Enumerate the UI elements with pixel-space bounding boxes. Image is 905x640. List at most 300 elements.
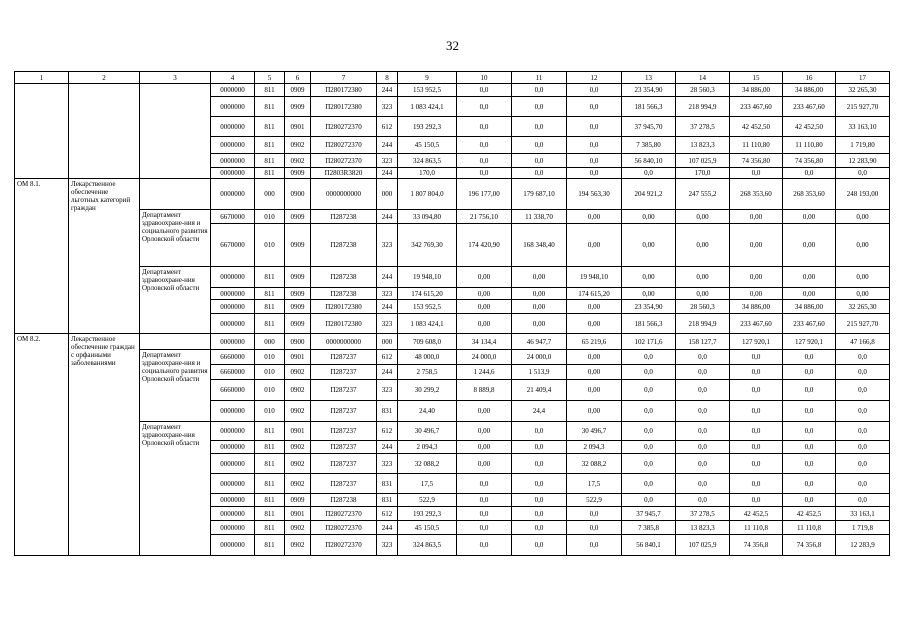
amount-cell: 0,0 xyxy=(512,441,567,454)
column-number: 7 xyxy=(311,72,377,84)
budget-code-cell: 0909 xyxy=(285,210,311,224)
amount-cell: 8 889,8 xyxy=(457,380,512,401)
budget-code-cell: 244 xyxy=(377,365,398,380)
budget-code-cell: 0909 xyxy=(285,168,311,179)
amount-cell: 46 947,7 xyxy=(512,334,567,350)
budget-code-cell: 831 xyxy=(377,401,398,422)
amount-cell: 153 952,5 xyxy=(398,300,457,314)
amount-cell: 0,0 xyxy=(676,380,730,401)
budget-code-cell: 244 xyxy=(377,210,398,224)
budget-code-cell: П2803R3820 xyxy=(311,168,377,179)
column-number: 3 xyxy=(140,72,211,84)
amount-cell: 174 615,20 xyxy=(398,288,457,300)
amount-cell: 1 244,6 xyxy=(457,365,512,380)
amount-cell: 0,00 xyxy=(783,288,836,300)
budget-code-cell: 323 xyxy=(377,288,398,300)
budget-code-cell: 612 xyxy=(377,350,398,365)
column-number: 16 xyxy=(783,72,836,84)
amount-cell: 1 719,80 xyxy=(836,137,890,154)
amount-cell: 107 025,9 xyxy=(676,154,730,168)
budget-code-cell: 0902 xyxy=(285,454,311,474)
budget-code-cell: 811 xyxy=(255,494,285,507)
amount-cell: 170,0 xyxy=(398,168,457,179)
amount-cell: 0,00 xyxy=(567,401,622,422)
table-row xyxy=(15,422,890,441)
budget-code-cell: П287237 xyxy=(311,365,377,380)
budget-code-cell: 811 xyxy=(255,422,285,441)
budget-code-cell: 811 xyxy=(255,84,285,97)
budget-code-cell: П280172380 xyxy=(311,300,377,314)
event-code-cell: ОМ 8.2. xyxy=(15,334,69,556)
amount-cell: 34 886,00 xyxy=(730,84,783,97)
budget-code-cell: П287238 xyxy=(311,267,377,288)
amount-cell: 233 467,60 xyxy=(730,314,783,334)
amount-cell: 30 496,7 xyxy=(567,422,622,441)
amount-cell: 0,00 xyxy=(567,380,622,401)
budget-code-cell: 0909 xyxy=(285,267,311,288)
amount-cell: 233 467,60 xyxy=(730,97,783,117)
column-number: 17 xyxy=(836,72,890,84)
amount-cell: 0,0 xyxy=(512,535,567,556)
amount-cell: 0,00 xyxy=(567,300,622,314)
budget-code-cell: 0000000 xyxy=(211,454,255,474)
amount-cell: 0,0 xyxy=(783,494,836,507)
budget-code-cell: П280272370 xyxy=(311,117,377,137)
amount-cell: 2 094,3 xyxy=(398,441,457,454)
amount-cell: 32 265,30 xyxy=(836,300,890,314)
amount-cell: 233 467,60 xyxy=(783,97,836,117)
amount-cell: 170,0 xyxy=(676,168,730,179)
budget-code-cell: 0901 xyxy=(285,422,311,441)
amount-cell: 194 563,30 xyxy=(567,179,622,210)
column-number: 13 xyxy=(622,72,676,84)
amount-cell: 0,0 xyxy=(730,422,783,441)
amount-cell: 0,0 xyxy=(567,84,622,97)
amount-cell: 2 094,3 xyxy=(567,441,622,454)
amount-cell: 0,0 xyxy=(512,168,567,179)
amount-cell: 0,0 xyxy=(622,365,676,380)
amount-cell: 0,0 xyxy=(457,474,512,494)
budget-code-cell: 0000000000 xyxy=(311,179,377,210)
amount-cell: 0,0 xyxy=(783,380,836,401)
amount-cell: 42 452,5 xyxy=(730,507,783,521)
amount-cell: 23 354,90 xyxy=(622,84,676,97)
budget-table xyxy=(14,71,890,556)
amount-cell: 47 166,8 xyxy=(836,334,890,350)
amount-cell: 0,00 xyxy=(457,401,512,422)
budget-code-cell: П280272370 xyxy=(311,507,377,521)
amount-cell: 42 452,5 xyxy=(783,507,836,521)
budget-code-cell: 000 xyxy=(255,334,285,350)
budget-code-cell: П287238 xyxy=(311,224,377,267)
amount-cell: 24,4 xyxy=(512,401,567,422)
amount-cell: 30 496,7 xyxy=(398,422,457,441)
amount-cell: 33 163,1 xyxy=(836,507,890,521)
budget-code-cell: 000 xyxy=(255,179,285,210)
amount-cell: 0,00 xyxy=(676,288,730,300)
amount-cell: 0,0 xyxy=(567,97,622,117)
amount-cell: 0,0 xyxy=(836,168,890,179)
amount-cell: 193 292,3 xyxy=(398,117,457,137)
amount-cell: 0,0 xyxy=(676,474,730,494)
amount-cell: 233 467,60 xyxy=(783,314,836,334)
budget-code-cell: 323 xyxy=(377,154,398,168)
amount-cell: 0,0 xyxy=(836,350,890,365)
amount-cell: 127 920,1 xyxy=(783,334,836,350)
amount-cell: 0,00 xyxy=(836,224,890,267)
amount-cell: 17,5 xyxy=(398,474,457,494)
amount-cell: 193 292,3 xyxy=(398,507,457,521)
budget-code-cell: 244 xyxy=(377,521,398,535)
amount-cell: 0,00 xyxy=(622,288,676,300)
budget-code-cell: 0000000 xyxy=(211,179,255,210)
amount-cell: 37 945,70 xyxy=(622,117,676,137)
column-number: 8 xyxy=(377,72,398,84)
budget-code-cell: 811 xyxy=(255,521,285,535)
budget-code-cell: 0909 xyxy=(285,224,311,267)
amount-cell: 74 356,80 xyxy=(783,154,836,168)
budget-code-cell: 010 xyxy=(255,224,285,267)
amount-cell: 0,0 xyxy=(457,97,512,117)
column-number: 9 xyxy=(398,72,457,84)
budget-code-cell: 811 xyxy=(255,137,285,154)
budget-code-cell: 323 xyxy=(377,97,398,117)
amount-cell: 215 927,70 xyxy=(836,314,890,334)
budget-code-cell: 0000000 xyxy=(211,401,255,422)
budget-code-cell: 010 xyxy=(255,210,285,224)
budget-code-cell: 0000000 xyxy=(211,154,255,168)
column-number: 1 xyxy=(15,72,69,84)
amount-cell: 0,0 xyxy=(836,474,890,494)
table-row xyxy=(15,210,890,224)
amount-cell: 0,0 xyxy=(730,168,783,179)
amount-cell: 0,0 xyxy=(730,380,783,401)
budget-code-cell: 612 xyxy=(377,422,398,441)
amount-cell: 74 356,8 xyxy=(730,535,783,556)
budget-code-cell: 0901 xyxy=(285,350,311,365)
amount-cell: 0,00 xyxy=(783,224,836,267)
budget-code-cell: П280172380 xyxy=(311,314,377,334)
amount-cell: 0,00 xyxy=(676,210,730,224)
amount-cell: 0,00 xyxy=(567,365,622,380)
amount-cell: 34 886,00 xyxy=(783,300,836,314)
amount-cell: 0,0 xyxy=(622,422,676,441)
amount-cell: 196 177,00 xyxy=(457,179,512,210)
column-number: 4 xyxy=(211,72,255,84)
budget-code-cell: 0000000 xyxy=(211,300,255,314)
amount-cell: 218 994,9 xyxy=(676,314,730,334)
amount-cell: 28 560,3 xyxy=(676,300,730,314)
amount-cell: 0,00 xyxy=(457,454,512,474)
amount-cell: 24 000,0 xyxy=(512,350,567,365)
amount-cell: 0,0 xyxy=(567,168,622,179)
amount-cell: 174 615,20 xyxy=(567,288,622,300)
amount-cell: 0,0 xyxy=(622,454,676,474)
amount-cell: 168 348,40 xyxy=(512,224,567,267)
amount-cell: 0,0 xyxy=(622,401,676,422)
amount-cell: 11 110,80 xyxy=(783,137,836,154)
amount-cell: 107 025,9 xyxy=(676,535,730,556)
budget-code-cell: 0000000 xyxy=(211,117,255,137)
amount-cell: 0,0 xyxy=(836,365,890,380)
budget-code-cell: 0000000 xyxy=(211,267,255,288)
amount-cell: 56 840,1 xyxy=(622,535,676,556)
amount-cell: 0,00 xyxy=(512,314,567,334)
amount-cell: 0,00 xyxy=(512,300,567,314)
budget-code-cell: 010 xyxy=(255,350,285,365)
amount-cell: 0,0 xyxy=(567,154,622,168)
amount-cell: 0,0 xyxy=(457,521,512,535)
amount-cell: 37 945,7 xyxy=(622,507,676,521)
amount-cell: 0,00 xyxy=(783,210,836,224)
amount-cell: 0,0 xyxy=(783,365,836,380)
budget-code-cell: П287237 xyxy=(311,454,377,474)
amount-cell: 0,00 xyxy=(730,288,783,300)
budget-code-cell: П280272370 xyxy=(311,535,377,556)
amount-cell: 0,0 xyxy=(676,422,730,441)
executor-cell: Департамент здравоохране-ния и социального развития Орловской области xyxy=(140,210,211,267)
budget-code-cell: 6670000 xyxy=(211,210,255,224)
amount-cell: 153 952,5 xyxy=(398,84,457,97)
budget-code-cell: 0909 xyxy=(285,300,311,314)
budget-code-cell: 244 xyxy=(377,441,398,454)
budget-code-cell: 811 xyxy=(255,507,285,521)
amount-cell: 0,0 xyxy=(836,494,890,507)
amount-cell: 102 171,6 xyxy=(622,334,676,350)
amount-cell: 0,0 xyxy=(512,474,567,494)
budget-code-cell: 0000000 xyxy=(211,288,255,300)
amount-cell: 0,00 xyxy=(567,350,622,365)
amount-cell: 0,0 xyxy=(457,494,512,507)
budget-code-cell: 831 xyxy=(377,474,398,494)
budget-code-cell: 0000000 xyxy=(211,314,255,334)
budget-code-cell: 6660000 xyxy=(211,365,255,380)
budget-table-wrapper xyxy=(14,71,890,556)
column-number: 10 xyxy=(457,72,512,84)
amount-cell: 0,0 xyxy=(457,137,512,154)
budget-code-cell: 0902 xyxy=(285,521,311,535)
amount-cell: 0,0 xyxy=(783,454,836,474)
amount-cell: 37 278,5 xyxy=(676,507,730,521)
amount-cell: 23 354,90 xyxy=(622,300,676,314)
amount-cell: 0,0 xyxy=(730,474,783,494)
budget-code-cell: 811 xyxy=(255,288,285,300)
executor-cell-blank xyxy=(140,179,211,210)
budget-code-cell: 244 xyxy=(377,300,398,314)
amount-cell: 13 823,3 xyxy=(676,521,730,535)
budget-code-cell: П287237 xyxy=(311,401,377,422)
column-number: 2 xyxy=(69,72,140,84)
amount-cell: 0,0 xyxy=(783,474,836,494)
executor-cell: Департамент здравоохране-ния Орловской области xyxy=(140,267,211,334)
amount-cell: 158 127,7 xyxy=(676,334,730,350)
budget-code-cell: 811 xyxy=(255,97,285,117)
amount-cell: 0,0 xyxy=(676,365,730,380)
amount-cell: 0,00 xyxy=(730,210,783,224)
budget-code-cell: 0900 xyxy=(285,334,311,350)
amount-cell: 522,9 xyxy=(398,494,457,507)
amount-cell: 179 687,10 xyxy=(512,179,567,210)
amount-cell: 56 840,10 xyxy=(622,154,676,168)
table-row xyxy=(15,350,890,365)
amount-cell: 0,00 xyxy=(836,210,890,224)
budget-code-cell: П287237 xyxy=(311,350,377,365)
amount-cell: 21 409,4 xyxy=(512,380,567,401)
amount-cell: 13 823,3 xyxy=(676,137,730,154)
amount-cell: 0,00 xyxy=(457,267,512,288)
amount-cell: 0,00 xyxy=(567,224,622,267)
budget-code-cell: 0900 xyxy=(285,179,311,210)
amount-cell: 324 863,5 xyxy=(398,154,457,168)
budget-code-cell: 0902 xyxy=(285,380,311,401)
amount-cell: 0,0 xyxy=(512,422,567,441)
event-name-cell: Лекарственное обеспечение граждан с орфанными заболеваниями xyxy=(69,334,140,556)
amount-cell: 0,0 xyxy=(512,97,567,117)
amount-cell: 0,00 xyxy=(567,210,622,224)
column-number: 6 xyxy=(285,72,311,84)
budget-code-cell: 0000000 xyxy=(211,521,255,535)
amount-cell: 247 555,2 xyxy=(676,179,730,210)
budget-code-cell: 811 xyxy=(255,154,285,168)
amount-cell: 0,0 xyxy=(512,117,567,137)
amount-cell: 0,0 xyxy=(567,117,622,137)
amount-cell: 17,5 xyxy=(567,474,622,494)
amount-cell: 0,0 xyxy=(622,350,676,365)
column-number: 12 xyxy=(567,72,622,84)
amount-cell: 0,00 xyxy=(730,267,783,288)
amount-cell: 0,0 xyxy=(567,137,622,154)
amount-cell: 0,0 xyxy=(783,401,836,422)
amount-cell: 0,0 xyxy=(457,535,512,556)
amount-cell: 0,0 xyxy=(836,422,890,441)
budget-code-cell: 0909 xyxy=(285,97,311,117)
table-row xyxy=(15,179,890,210)
budget-code-cell: П287238 xyxy=(311,494,377,507)
amount-cell: 0,0 xyxy=(783,168,836,179)
amount-cell: 21 756,10 xyxy=(457,210,512,224)
amount-cell: 324 863,5 xyxy=(398,535,457,556)
amount-cell: 0,00 xyxy=(676,224,730,267)
amount-cell: 24,40 xyxy=(398,401,457,422)
amount-cell: 0,00 xyxy=(512,288,567,300)
amount-cell: 0,0 xyxy=(567,507,622,521)
amount-cell: 0,00 xyxy=(457,300,512,314)
amount-cell: 181 566,3 xyxy=(622,314,676,334)
budget-code-cell: 0000000000 xyxy=(311,334,377,350)
amount-cell: 0,0 xyxy=(622,441,676,454)
amount-cell: 218 994,9 xyxy=(676,97,730,117)
page-number: 32 xyxy=(446,38,459,53)
table-body xyxy=(15,72,890,556)
amount-cell: 0,0 xyxy=(622,494,676,507)
amount-cell: 0,0 xyxy=(730,401,783,422)
event-code-cell: ОМ 8.1. xyxy=(15,179,69,334)
amount-cell: 268 353,60 xyxy=(730,179,783,210)
column-number: 11 xyxy=(512,72,567,84)
amount-cell: 1 807 804,0 xyxy=(398,179,457,210)
amount-cell: 0,0 xyxy=(676,494,730,507)
amount-cell: 0,0 xyxy=(783,441,836,454)
amount-cell: 7 385,80 xyxy=(622,137,676,154)
amount-cell: 19 948,10 xyxy=(567,267,622,288)
amount-cell: 0,0 xyxy=(622,168,676,179)
amount-cell: 0,00 xyxy=(730,224,783,267)
budget-code-cell: П287237 xyxy=(311,474,377,494)
amount-cell: 0,0 xyxy=(676,441,730,454)
amount-cell: 0,0 xyxy=(730,494,783,507)
amount-cell: 65 219,6 xyxy=(567,334,622,350)
amount-cell: 0,0 xyxy=(512,84,567,97)
budget-code-cell: 323 xyxy=(377,535,398,556)
budget-code-cell: 000 xyxy=(377,334,398,350)
column-number: 15 xyxy=(730,72,783,84)
budget-code-cell: 323 xyxy=(377,454,398,474)
amount-cell: 33 163,10 xyxy=(836,117,890,137)
table-row xyxy=(15,84,890,97)
amount-cell: 342 769,30 xyxy=(398,224,457,267)
budget-code-cell: 0000000 xyxy=(211,535,255,556)
amount-cell: 0,00 xyxy=(457,314,512,334)
budget-code-cell: 811 xyxy=(255,168,285,179)
amount-cell: 33 094,80 xyxy=(398,210,457,224)
amount-cell: 11 110,8 xyxy=(730,521,783,535)
budget-code-cell: 831 xyxy=(377,494,398,507)
amount-cell: 0,00 xyxy=(783,267,836,288)
budget-code-cell: 0000000 xyxy=(211,97,255,117)
amount-cell: 0,00 xyxy=(676,267,730,288)
amount-cell: 0,0 xyxy=(622,474,676,494)
amount-cell: 0,0 xyxy=(730,454,783,474)
amount-cell: 215 927,70 xyxy=(836,97,890,117)
budget-code-cell: 0909 xyxy=(285,288,311,300)
event-name-cell: Лекарственное обеспечение льготных категорий граждан xyxy=(69,179,140,334)
amount-cell: 0,0 xyxy=(836,454,890,474)
budget-code-cell: П280172380 xyxy=(311,84,377,97)
budget-code-cell: 0902 xyxy=(285,535,311,556)
amount-cell: 0,00 xyxy=(457,288,512,300)
budget-code-cell: 0901 xyxy=(285,117,311,137)
amount-cell: 0,0 xyxy=(457,84,512,97)
amount-cell: 0,00 xyxy=(622,267,676,288)
amount-cell: 0,0 xyxy=(783,422,836,441)
amount-cell: 0,0 xyxy=(836,380,890,401)
amount-cell: 0,00 xyxy=(622,224,676,267)
amount-cell: 11 110,8 xyxy=(783,521,836,535)
budget-code-cell: 811 xyxy=(255,535,285,556)
budget-code-cell: П280272370 xyxy=(311,137,377,154)
amount-cell: 0,0 xyxy=(676,454,730,474)
amount-cell: 0,0 xyxy=(567,521,622,535)
amount-cell: 709 608,0 xyxy=(398,334,457,350)
amount-cell: 0,00 xyxy=(567,314,622,334)
amount-cell: 30 299,2 xyxy=(398,380,457,401)
budget-code-cell: 244 xyxy=(377,137,398,154)
amount-cell: 11 110,80 xyxy=(730,137,783,154)
amount-cell: 204 921,2 xyxy=(622,179,676,210)
column-number-row xyxy=(15,72,890,84)
amount-cell: 0,0 xyxy=(512,454,567,474)
amount-cell: 0,0 xyxy=(512,154,567,168)
budget-code-cell: 612 xyxy=(377,507,398,521)
budget-code-cell: 811 xyxy=(255,474,285,494)
budget-code-cell: 323 xyxy=(377,380,398,401)
amount-cell: 0,0 xyxy=(512,507,567,521)
amount-cell: 0,0 xyxy=(676,350,730,365)
budget-code-cell: 0000000 xyxy=(211,507,255,521)
amount-cell: 0,0 xyxy=(512,137,567,154)
amount-cell: 0,0 xyxy=(512,521,567,535)
budget-code-cell: 612 xyxy=(377,117,398,137)
